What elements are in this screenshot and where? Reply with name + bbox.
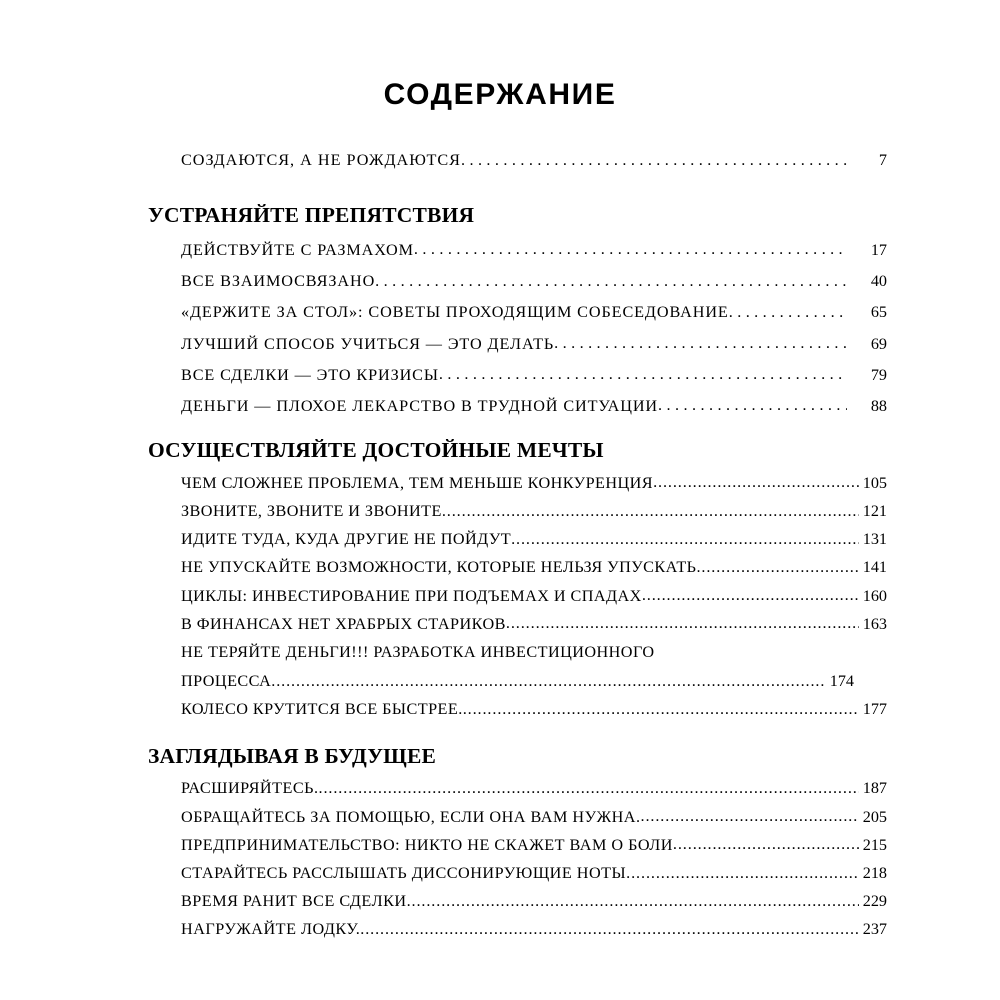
toc-entry[interactable] xyxy=(181,616,887,632)
group-spacer xyxy=(148,183,854,203)
toc-group xyxy=(148,151,887,169)
toc-entry-page: 163 xyxy=(862,614,887,633)
toc-entry-title: НАГРУЖАЙТЕ ЛОДКУ. xyxy=(181,920,361,939)
toc-entry-page: 88 xyxy=(870,396,887,415)
toc-entry-title: ВСЕ ВЗАИМОСВЯЗАНО xyxy=(181,272,376,291)
toc-entry-title: НЕ УПУСКАЙТЕ ВОЗМОЖНОСТИ, КОТОРЫЕ НЕЛЬЗЯ УПУСКАТЬ xyxy=(181,558,697,577)
toc-entry-page: 17 xyxy=(870,240,887,259)
toc-entry-page: 177 xyxy=(862,700,887,719)
toc-entry-title: «ДЕРЖИТЕ ЗА СТОЛ»: СОВЕТЫ ПРОХОДЯЩИМ СОБЕСЕДОВАНИЕ xyxy=(181,303,729,322)
toc-section-heading: УСТРАНЯЙТЕ ПРЕПЯТСТВИЯ xyxy=(148,203,475,228)
toc-entry-page: 160 xyxy=(862,586,887,605)
toc-entry-title: ДЕЙСТВУЙТЕ С РАЗМАХОМ xyxy=(181,240,414,259)
toc-entry[interactable] xyxy=(181,809,887,825)
dot-leader xyxy=(658,397,847,413)
dot-leader xyxy=(360,921,859,937)
dot-leader xyxy=(673,836,859,852)
toc-entry[interactable] xyxy=(181,336,887,352)
toc-entry-title: ЧЕМ СЛОЖНЕЕ ПРОБЛЕМА, ТЕМ МЕНЬШЕ КОНКУРЕНЦИЯ xyxy=(181,473,654,492)
toc-entry-list xyxy=(148,151,887,169)
toc-entry-list xyxy=(148,473,887,719)
dot-leader xyxy=(439,366,847,382)
dot-leader xyxy=(641,808,859,824)
toc-entry-title: ЗВОНИТЕ, ЗВОНИТЕ И ЗВОНИТЕ xyxy=(181,502,442,521)
toc-entry-title: ПРОЦЕССА xyxy=(181,672,272,691)
toc-entry[interactable] xyxy=(181,559,887,575)
toc-entry-title: ИДИТЕ ТУДА, КУДА ДРУГИЕ НЕ ПОЙДУТ xyxy=(181,530,512,549)
toc-entry[interactable] xyxy=(181,865,887,881)
dot-leader xyxy=(461,152,847,168)
toc-entry-page: 218 xyxy=(862,864,887,883)
toc-entry-title: ПРЕДПРИНИМАТЕЛЬСТВО: НИКТО НЕ СКАЖЕТ ВАМ О БОЛИ xyxy=(181,835,673,854)
toc-entry[interactable] xyxy=(181,273,887,289)
toc-body xyxy=(148,151,887,950)
toc-entry[interactable] xyxy=(181,588,887,604)
toc-entry-page: 7 xyxy=(878,151,887,169)
toc-entry-page: 215 xyxy=(862,835,887,854)
toc-group xyxy=(148,438,887,719)
toc-entry-title: СТАРАЙТЕСЬ РАССЛЫШАТЬ ДИССОНИРУЮЩИЕ НОТЫ xyxy=(181,864,627,883)
dot-leader xyxy=(463,701,859,717)
dot-leader xyxy=(414,241,847,257)
dot-leader xyxy=(554,335,847,351)
toc-entry-title: КОЛЕСО КРУТИТСЯ ВСЕ БЫСТРЕЕ. xyxy=(181,700,463,719)
toc-entry-title: ВСЕ СДЕЛКИ — ЭТО КРИЗИСЫ xyxy=(181,365,439,384)
toc-entry-title: ЛУЧШИЙ СПОСОБ УЧИТЬСЯ — ЭТО ДЕЛАТЬ xyxy=(181,334,555,353)
page-title: СОДЕРЖАНИЕ xyxy=(383,78,617,112)
dot-leader xyxy=(729,304,847,320)
dot-leader xyxy=(696,559,859,575)
toc-entry-page: 187 xyxy=(862,779,887,798)
toc-entry-list xyxy=(148,779,887,939)
toc-entry[interactable] xyxy=(181,837,887,853)
dot-leader xyxy=(653,474,859,490)
dot-leader xyxy=(506,615,859,631)
toc-entry-title: ДЕНЬГИ — ПЛОХОЕ ЛЕКАРСТВО В ТРУДНОЙ СИТУАЦИИ xyxy=(181,396,659,415)
dot-leader xyxy=(319,780,859,796)
toc-entry[interactable] xyxy=(181,367,887,383)
toc-entry-title: ЦИКЛЫ: ИНВЕСТИРОВАНИЕ ПРИ ПОДЪЕМАХ И СПАДАХ xyxy=(181,586,642,605)
toc-entry[interactable] xyxy=(181,893,887,909)
toc-entry-title: ОБРАЩАЙТЕСЬ ЗА ПОМОЩЬЮ, ЕСЛИ ОНА ВАМ НУЖНА. xyxy=(181,807,641,826)
toc-entry-title: СОЗДАЮТСЯ, А НЕ РОЖДАЮТСЯ xyxy=(181,151,461,169)
toc-entry-page: 121 xyxy=(862,502,887,521)
toc-entry[interactable] xyxy=(181,242,887,258)
toc-entry-page: 131 xyxy=(862,530,887,549)
dot-leader xyxy=(511,531,859,547)
dot-leader xyxy=(407,893,859,909)
toc-entry[interactable] xyxy=(181,304,887,320)
toc-entry[interactable] xyxy=(181,644,854,689)
toc-entry-page: 65 xyxy=(870,303,887,322)
toc-section-heading: ЗАГЛЯДЫВАЯ В БУДУЩЕЕ xyxy=(148,743,437,768)
toc-entry[interactable] xyxy=(181,475,887,491)
toc-entry[interactable] xyxy=(181,780,887,796)
dot-leader xyxy=(642,587,859,603)
toc-entry-page: 105 xyxy=(862,473,887,492)
toc-entry-title-line1: НЕ ТЕРЯЙТЕ ДЕНЬГИ!!! РАЗРАБОТКА ИНВЕСТИЦИОННОГО xyxy=(181,643,655,662)
toc-entry[interactable] xyxy=(181,152,887,168)
toc-entry-page: 69 xyxy=(870,334,887,353)
toc-entry-title: В ФИНАНСАХ НЕТ ХРАБРЫХ СТАРИКОВ xyxy=(181,614,506,633)
toc-entry-page: 174 xyxy=(829,672,854,691)
toc-entry-list xyxy=(148,240,887,415)
dot-leader xyxy=(271,673,826,689)
toc-group xyxy=(148,203,887,415)
toc-entry-title: ВРЕМЯ РАНИТ ВСЕ СДЕЛКИ xyxy=(181,892,407,911)
toc-section-heading: ОСУЩЕСТВЛЯЙТЕ ДОСТОЙНЫЕ МЕЧТЫ xyxy=(148,438,604,463)
toc-entry[interactable] xyxy=(181,921,887,937)
toc-entry-page: 79 xyxy=(870,365,887,384)
toc-entry-page: 229 xyxy=(862,892,887,911)
dot-leader xyxy=(375,273,847,289)
toc-entry[interactable] xyxy=(181,531,887,547)
toc-entry-page: 141 xyxy=(862,558,887,577)
toc-group xyxy=(148,743,887,939)
toc-entry[interactable] xyxy=(181,503,887,519)
toc-entry-page: 205 xyxy=(862,807,887,826)
dot-leader xyxy=(626,865,859,881)
toc-entry[interactable] xyxy=(181,701,887,717)
toc-entry-page: 40 xyxy=(870,272,887,291)
toc-entry[interactable] xyxy=(181,398,887,414)
toc-entry-title: РАСШИРЯЙТЕСЬ. xyxy=(181,779,319,798)
dot-leader xyxy=(442,503,859,519)
toc-entry-page: 237 xyxy=(862,920,887,939)
